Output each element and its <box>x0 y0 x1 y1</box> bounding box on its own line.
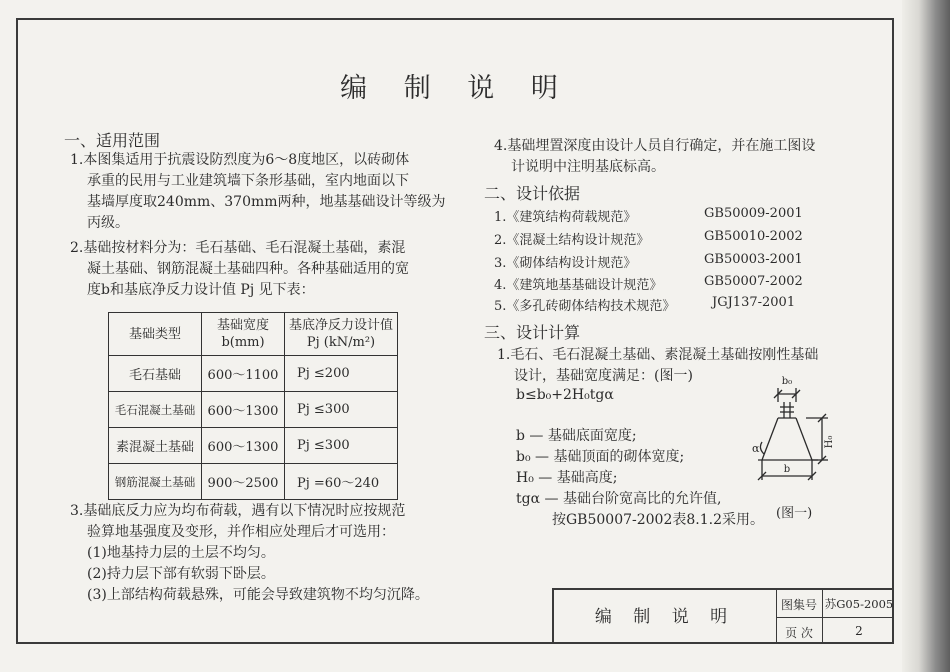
col-header-pressure <box>285 313 398 356</box>
spec-item <box>494 295 796 314</box>
cell-pressure: Pj =60～240 <box>285 464 398 500</box>
label-b: b <box>783 464 791 475</box>
section-1-heading: 一、适用范围 <box>64 131 161 150</box>
spec-code: GB50010-2002 <box>704 229 803 244</box>
spec-code: GB50007-2002 <box>704 274 803 289</box>
divider <box>776 617 894 618</box>
label-b0: b₀ <box>781 376 793 387</box>
spec-name: 1.《建筑结构荷载规范》 <box>494 210 637 225</box>
page-label: 页 次 <box>785 626 813 640</box>
cell-type: 毛石混凝土基础 <box>109 392 202 428</box>
spec-name: 4.《建筑地基基础设计规范》 <box>494 278 663 293</box>
cell-type: 毛石基础 <box>109 356 202 392</box>
spec-code: JGJ137-2001 <box>712 295 796 310</box>
spec-item <box>494 252 803 271</box>
definition-line: tgα — 基础台阶宽高比的允许值, <box>516 491 722 507</box>
cell-width: 600～1100 <box>202 356 285 392</box>
col-header-width-unit: b(mm) <box>221 335 265 350</box>
cell-width: 600～1300 <box>202 392 285 428</box>
spec-code: GB50009-2001 <box>704 206 803 221</box>
section-1-item-4 <box>494 136 815 178</box>
page-title: 编 制 说 明 <box>340 73 572 104</box>
label-alpha: α <box>752 442 760 455</box>
text-line: 度b和基底净反力设计值 Pj 见下表： <box>87 282 315 298</box>
col-header-width-label: 基础宽度 <box>216 318 269 333</box>
col-header-pressure-label: 基底净反力设计值 <box>288 318 393 333</box>
footing-right-slope <box>796 418 812 460</box>
set-number-label: 图集号 <box>780 598 817 612</box>
text-line: 丙级。 <box>87 215 129 231</box>
foundation-table <box>108 312 398 500</box>
spec-code: GB50003-2001 <box>704 252 803 267</box>
table-row <box>109 392 398 428</box>
angle-arc <box>760 442 764 454</box>
spec-name: 5.《多孔砖砌体结构技术规范》 <box>494 299 676 314</box>
spec-name: 2.《混凝土结构设计规范》 <box>494 233 650 248</box>
section-2-heading: 二、设计依据 <box>484 184 581 203</box>
text-line: 3.基础底反力应为均布荷载，遇有以下情况时应按规范 <box>70 503 406 519</box>
cell-type: 素混凝土基础 <box>109 428 202 464</box>
text-line: (2)持力层下部有软弱下卧层。 <box>87 566 275 582</box>
definition-line: H₀ — 基础高度; <box>516 470 618 486</box>
cell-pressure: Pj ≤300 <box>285 392 398 428</box>
text-line: 1.毛石、毛石混凝土基础、素混凝土基础按刚性基础 <box>497 347 819 363</box>
definition-line: 按GB50007-2002表8.1.2采用。 <box>552 512 764 528</box>
figure-caption: (图一) <box>776 506 813 521</box>
text-line: 基墙厚度取240mm、370mm两种，地基基础设计等级为 <box>87 194 446 210</box>
section-1-item-1 <box>70 150 446 234</box>
page-number: 2 <box>855 624 863 638</box>
title-block <box>552 588 894 644</box>
col-header-pressure-unit: Pj (kN/m²) <box>306 335 376 350</box>
text-line: (3)上部结构荷载悬殊，可能会导致建筑物不均匀沉降。 <box>87 587 429 603</box>
text-line: 计说明中注明基底标高。 <box>511 159 665 175</box>
cell-width: 600～1300 <box>202 428 285 464</box>
cell-width: 900～2500 <box>202 464 285 500</box>
formula: b≤b₀+2H₀tgα <box>516 387 614 403</box>
table-row <box>109 464 398 500</box>
label-h0: H₀ <box>824 435 835 449</box>
cell-pressure: Pj ≤200 <box>285 356 398 392</box>
text-line: 凝土基础、钢筋混凝土基础四种。各种基础适用的宽 <box>87 261 409 277</box>
spec-item <box>494 274 803 293</box>
col-header-type: 基础类型 <box>109 313 202 356</box>
cell-pressure: Pj ≤300 <box>285 428 398 464</box>
col-header-width <box>202 313 285 356</box>
text-line: (1)地基持力层的土层不均匀。 <box>87 545 275 561</box>
spec-name: 3.《砌体结构设计规范》 <box>494 256 637 271</box>
table-row <box>109 356 398 392</box>
text-line: 承重的民用与工业建筑墙下条形基础，室内地面以下 <box>87 173 409 189</box>
set-number-value: 苏G05-2005 <box>824 597 894 611</box>
text-line: 设计，基础宽度满足：(图一) <box>514 368 693 384</box>
footing-left-slope <box>762 418 778 460</box>
spec-item <box>494 229 803 248</box>
definitions <box>516 426 764 531</box>
section-3-heading: 三、设计计算 <box>484 323 581 342</box>
text-line: 1.本图集适用于抗震设防烈度为6～8度地区，以砖砌体 <box>70 152 410 168</box>
spec-item <box>494 206 803 225</box>
section-1-item-2 <box>70 238 409 301</box>
table-header-row <box>109 313 398 356</box>
divider <box>822 590 823 644</box>
text-line: 4.基础埋置深度由设计人员自行确定，并在施工图设 <box>494 138 816 154</box>
table-row <box>109 428 398 464</box>
cell-type: 钢筋混凝土基础 <box>109 464 202 500</box>
text-line: 验算地基强度及变形，并作相应处理后才可选用： <box>87 524 395 540</box>
text-line: 2.基础按材料分为：毛石基础、毛石混凝土基础，素混 <box>70 240 406 256</box>
section-1-item-3 <box>70 501 429 606</box>
definition-line: b₀ — 基础顶面的砌体宽度; <box>516 449 685 465</box>
title-block-title: 编 制 说 明 <box>554 590 777 644</box>
definition-line: b — 基础底面宽度; <box>516 428 637 444</box>
foundation-section-figure <box>748 372 838 500</box>
